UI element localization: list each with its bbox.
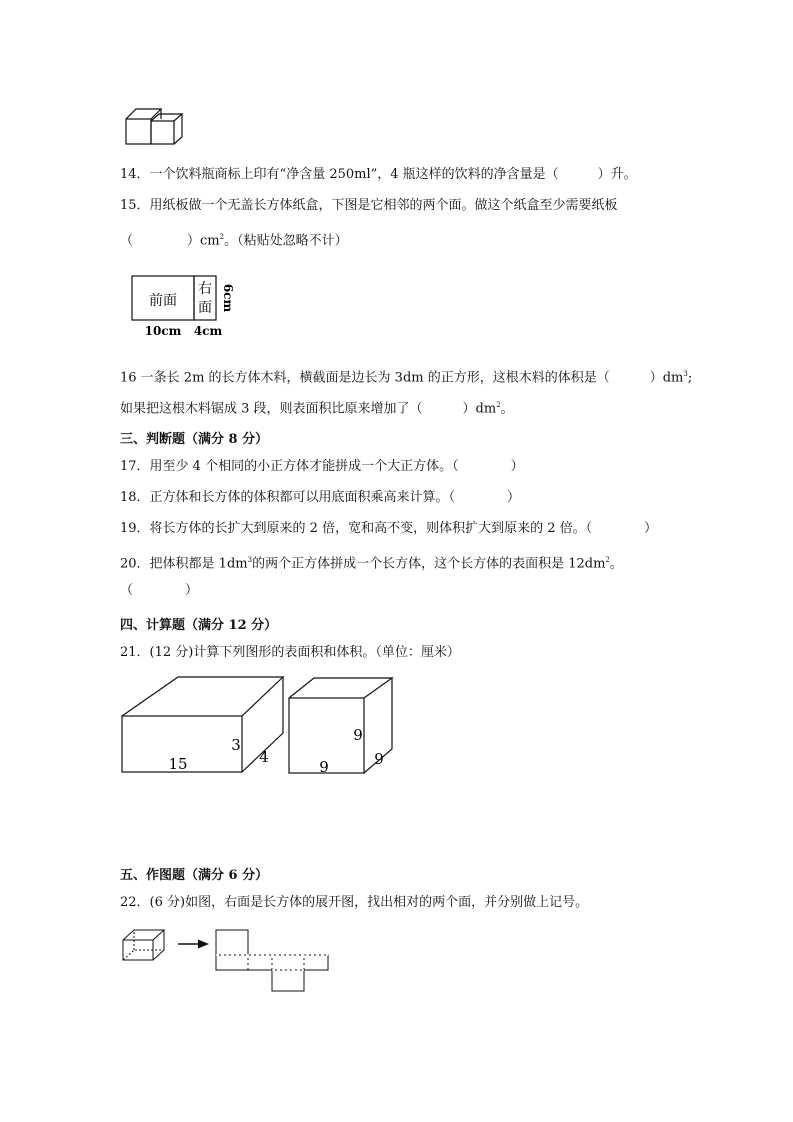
question-15-line1: 15．用纸板做一个无盖长方体纸盒，下图是它相邻的两个面。做这个纸盒至少需要纸板 xyxy=(120,198,618,213)
arrow-icon xyxy=(176,938,210,950)
question-20-answer: （ ） xyxy=(120,583,199,598)
height-dimension-label: 6cm xyxy=(221,283,235,313)
section-5-title: 五、作图题（满分 6 分） xyxy=(120,868,269,883)
question-16-line1: 16 一条长 2m 的长方体木料，横截面是边长为 3dm 的正方形，这根木料的体积是（ ）$dm^3$; xyxy=(120,370,693,386)
cube-depth-label: 9 xyxy=(374,750,384,768)
question-18: 18．正方体和长方体的体积都可以用底面积乘高来计算。（ ） xyxy=(120,490,521,505)
question-14: 14．一个饮料瓶商标上印有“净含量 250ml”，4 瓶这样的饮料的净含量是（ ）升。 xyxy=(120,167,637,182)
cube-figure xyxy=(284,674,396,778)
cube-height-label: 9 xyxy=(353,726,363,744)
question-22: 22．(6 分)如图，右面是长方体的展开图，找出相对的两个面，并分别做上记号。 xyxy=(120,895,589,910)
right-face-label-top: 右 xyxy=(198,281,212,297)
section-3-title: 三、判断题（满分 8 分） xyxy=(120,432,269,447)
question-19: 19．将长方体的长扩大到原来的 2 倍，宽和高不变，则体积扩大到原来的 2 倍。（ ） xyxy=(120,521,658,536)
section-4-title: 四、计算题（满分 12 分） xyxy=(120,618,278,633)
cuboid-figure xyxy=(118,674,288,776)
question-17: 17．用至少 4 个相同的小正方体才能拼成一个大正方体。（ ） xyxy=(120,459,524,474)
question-15-line2: （ ）$cm^2$。（粘贴处忽略不计） xyxy=(120,233,348,249)
question-20: 20．把体积都是 $1dm^3$的两个正方体拼成一个长方体，这个长方体的表面积是 $12dm^2$。 xyxy=(120,556,623,572)
cuboid-width-label: 4 xyxy=(259,748,269,766)
two-cubes-figure xyxy=(124,106,186,146)
cuboid-length-label: 15 xyxy=(168,755,188,773)
cube-length-label: 9 xyxy=(319,758,329,776)
width-dimension-label: 10cm xyxy=(144,324,182,338)
right-face-label-bottom: 面 xyxy=(198,300,212,316)
question-21: 21．(12 分)计算下列图形的表面积和体积。（单位：厘米） xyxy=(120,645,460,660)
cuboid-net-figure xyxy=(214,928,332,994)
cuboid-height-label: 3 xyxy=(231,736,241,754)
question-16-line2: 如果把这根木料锯成 3 段，则表面积比原来增加了（ ）$dm^2$。 xyxy=(120,401,514,417)
small-cuboid-figure xyxy=(120,926,168,962)
depth-dimension-label: 4cm xyxy=(193,324,223,338)
front-face-label: 前面 xyxy=(149,293,177,309)
answer-blank-15-unit: ）cm xyxy=(187,233,220,249)
box-faces-figure xyxy=(126,272,246,340)
